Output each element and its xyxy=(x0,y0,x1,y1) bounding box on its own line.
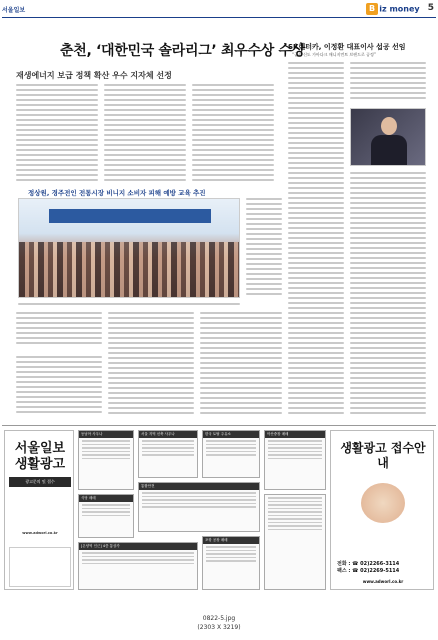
classified-url-left: www.adworl.co.kr xyxy=(22,531,58,535)
classified-box: 통합안전 xyxy=(138,482,260,532)
side-body-right xyxy=(350,62,426,102)
portrait-head xyxy=(381,117,397,135)
main-headline: 춘천, ‘대한민국 솔라리그’ 최우수상 수상 xyxy=(60,43,305,59)
brand-logo-icon: B xyxy=(366,3,378,15)
section-brand xyxy=(366,3,426,17)
classified-title-left: 서울일보 생활광고 xyxy=(14,441,66,472)
portrait-body xyxy=(371,135,407,166)
classified-ad-left xyxy=(4,430,74,590)
photo-caption xyxy=(18,303,240,308)
classified-phone-right: 전화 : ☎ 02)2266-3114 팩스 : ☎ 02)2269-5114 xyxy=(337,561,400,574)
group-photo xyxy=(18,198,240,298)
mid-body-col xyxy=(246,198,282,298)
masthead xyxy=(2,3,436,17)
classified-box: 포항 공장 매매 xyxy=(202,536,260,590)
lower-body-col3 xyxy=(200,312,282,417)
page-number: 5 xyxy=(427,3,434,13)
lower-article-body xyxy=(16,356,102,416)
side-subhead: “급속 신도 가아다크 매니지먼트 브랜드로 공정” xyxy=(292,52,376,57)
classified-box: [온양역 인근] 4층 통상가 xyxy=(78,542,198,590)
brand-name: iz money xyxy=(379,4,420,14)
mid-article-title: 정상원, 경주전인 전통시장 비니지 소비자 피해 예방 교육 추진 xyxy=(28,189,206,197)
classified-grid xyxy=(78,430,326,590)
classified-url-right: www.adworl.co.kr xyxy=(362,579,404,584)
classified-box: 서울 지역 신축 사우나 xyxy=(138,430,198,478)
portrait-photo xyxy=(350,108,426,166)
lower-body-col2 xyxy=(108,312,194,417)
file-name: 0822-5.jpg xyxy=(202,615,236,622)
classified-box xyxy=(264,494,326,590)
classified-box: 동남아 사우나 xyxy=(78,430,134,490)
lower-body-col1 xyxy=(16,312,102,347)
classified-title-right: 생활광고 접수안내 xyxy=(340,441,426,470)
file-label xyxy=(0,614,438,632)
side-headline: SK렌터카, 이정환 대표이사 섭공 선임 xyxy=(288,43,406,51)
article-body-col1 xyxy=(16,84,98,184)
classified-box: 아산중장 매매 xyxy=(264,430,326,490)
side-body-mid xyxy=(288,172,344,417)
ad-illustration-icon xyxy=(361,483,405,523)
classified-box: 식당 매매 xyxy=(78,494,134,538)
ad-section-rule xyxy=(2,425,436,426)
side-body-top xyxy=(288,62,344,172)
side-body-right-2 xyxy=(350,172,426,417)
photo-banner xyxy=(49,209,211,223)
classified-ad-right xyxy=(330,430,434,590)
classified-contact-bar: 광고문의 및 접수 xyxy=(9,477,71,487)
article-body-col3 xyxy=(192,84,274,184)
classified-panel-left xyxy=(9,547,71,587)
photo-crowd xyxy=(19,242,239,297)
classified-box: 한국 토탈 주유소 xyxy=(202,430,260,478)
paper-name: 서울일보 xyxy=(2,7,26,14)
file-dimensions: (2303 X 3219) xyxy=(197,624,241,631)
article-body-col2 xyxy=(104,84,186,184)
masthead-rule xyxy=(2,17,436,18)
main-subhead: 재생에너지 보급 정책 확산 우수 지자체 선정 xyxy=(16,71,172,80)
